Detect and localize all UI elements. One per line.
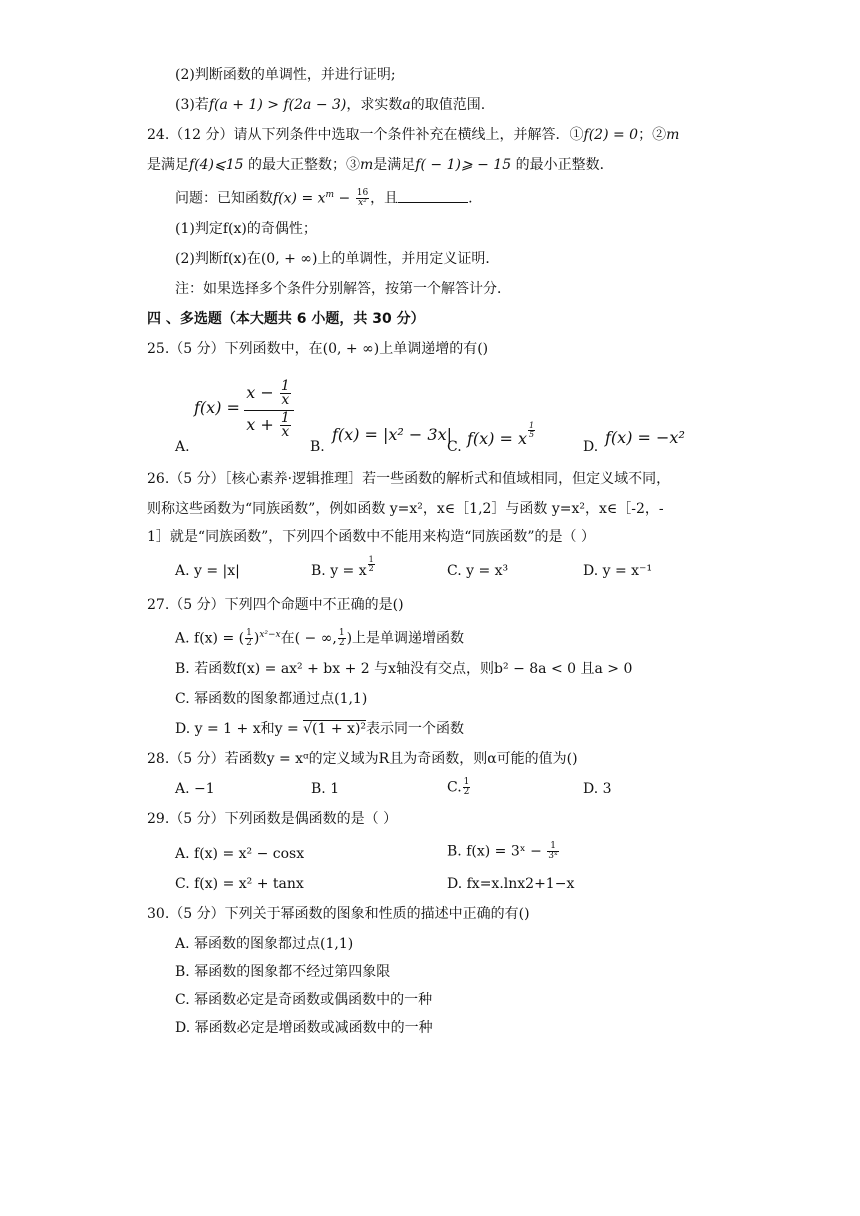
q28-stem: 28.（5 分）若函数y = xᵅ的定义域为R且为奇函数，则α可能的值为(): [147, 751, 578, 767]
q23-inequality: f(a + 1) > f(2a − 3): [208, 97, 347, 113]
q28-option-b: B. 1: [311, 781, 340, 797]
q24-problem: 问题：已知函数$f(x) = x^m$ − $\frac{16}{\text{x²}}$ ，且 .: [175, 188, 473, 209]
q24-note: 注：如果选择多个条件分别解答，按第一个解答计分．: [175, 281, 511, 297]
q30-option-a: A. 幂函数的图象都过点(1,1): [175, 936, 354, 952]
q30-stem: 30.（5 分）下列关于幂函数的图象和性质的描述中正确的有(): [147, 906, 530, 922]
q25-stem: 25.（5 分）下列函数中，在(0, + ∞)上单调递增的有(): [147, 341, 489, 357]
q25-option-d-label: D.: [583, 439, 599, 455]
q24-fraction: $\frac{16}{\text{x²}}$: [356, 188, 369, 209]
q25-option-a-numerator: x − $\frac{1}{x}$: [246, 378, 290, 408]
q29-option-d: D. fx=x.lnx2+1−x: [447, 876, 575, 892]
q26-option-c: C. y = x³: [447, 563, 509, 579]
q24-part2: (2)判断f(x)在(0, + ∞)上的单调性，并用定义证明．: [175, 251, 500, 267]
q24-answer-blank[interactable]: [398, 190, 468, 203]
q26-option-d: D. y = x⁻¹: [583, 563, 653, 579]
q26-option-a: A. y = |x|: [175, 563, 240, 579]
q26-stem-line2: 则称这些函数为“同族函数”，例如函数 y=x²，x∈［1,2］与函数 y=x²，x∈［-2，-: [147, 501, 664, 517]
q26-stem-line3: 1］就是“同族函数”，下列四个函数中不能用来构造“同族函数”的是（ ）: [147, 529, 595, 545]
q27-option-a: A. f(x) = ( $\frac{1}{2}$ )$^{x^2-x}$在( − ∞, $\frac{1}{2}$ )上是单调递增函数: [175, 628, 465, 649]
q30-option-d: D. 幂函数必定是增函数或减函数中的一种: [175, 1020, 433, 1036]
q25-option-b: f(x) = |x² − 3x|: [332, 425, 453, 444]
q25-option-c: f(x) = x $\frac{1}{5}$: [467, 421, 535, 448]
q26-stem-line1: 26.（5 分）［核心素养·逻辑推理］若一些函数的解析式和值域相同，但定义域不同，: [147, 471, 671, 487]
q28-option-c: C. $\frac{1}{2}$: [447, 777, 470, 797]
q29-option-b: B. f(x) = 3ˣ − $\frac{1}{\text{3ˣ}}$: [447, 841, 558, 861]
q24-stem-line2: 是满足f(4)⩽15 的最大正整数；③m是满足f( − 1)⩾ − 15 的最小正整数．: [147, 157, 614, 173]
q26-option-b: B. y = x $\frac{1}{2}$: [311, 555, 374, 579]
q25-option-a-denominator: x + $\frac{1}{x}$: [246, 410, 290, 440]
q30-option-b: B. 幂函数的图象都不经过第四象限: [175, 964, 391, 980]
q25-option-c-label: C.: [447, 439, 462, 455]
q25-option-d: f(x) = −x²: [605, 428, 685, 447]
q27-sqrt: √(1 + x)²: [303, 721, 367, 737]
q30-option-c: C. 幂函数必定是奇函数或偶函数中的一种: [175, 992, 433, 1008]
q27-option-b: B. 若函数f(x) = ax² + bx + 2 与x轴没有交点，则b² − 8a < 0 且a > 0: [175, 661, 633, 677]
q28-option-a: A. −1: [175, 781, 215, 797]
section-4-heading: 四 、多选题（本大题共 6 小题，共 30 分）: [147, 311, 425, 327]
q29-stem: 29.（5 分）下列函数是偶函数的是（ ）: [147, 811, 398, 827]
q27-stem: 27.（5 分）下列四个命题中不正确的是(): [147, 597, 404, 613]
q29-option-a: A. f(x) = x² − cosx: [175, 846, 305, 862]
q24-stem-line1: 24.（12 分）请从下列条件中选取一个条件补充在横线上，并解答．①f(2) = 0；②m: [147, 127, 680, 143]
q27-option-c: C. 幂函数的图象都通过点(1,1): [175, 691, 368, 707]
q23-part2: (2)判断函数的单调性，并进行证明;: [175, 67, 396, 83]
q28-option-d: D. 3: [583, 781, 612, 797]
q24-part1: (1)判定f(x)的奇偶性；: [175, 221, 317, 237]
q29-option-c: C. f(x) = x² + tanx: [175, 876, 304, 892]
q25-option-a-fx: f(x) =: [194, 398, 240, 417]
q25-option-a-label: A.: [175, 439, 190, 455]
q27-option-d: D. y = 1 + x和y = √(1 + x)²表示同一个函数: [175, 721, 465, 737]
q23-part3: (3)若f(a + 1) > f(2a − 3)，求实数a的取值范围.: [175, 97, 486, 113]
q25-option-b-label: B.: [310, 439, 325, 455]
